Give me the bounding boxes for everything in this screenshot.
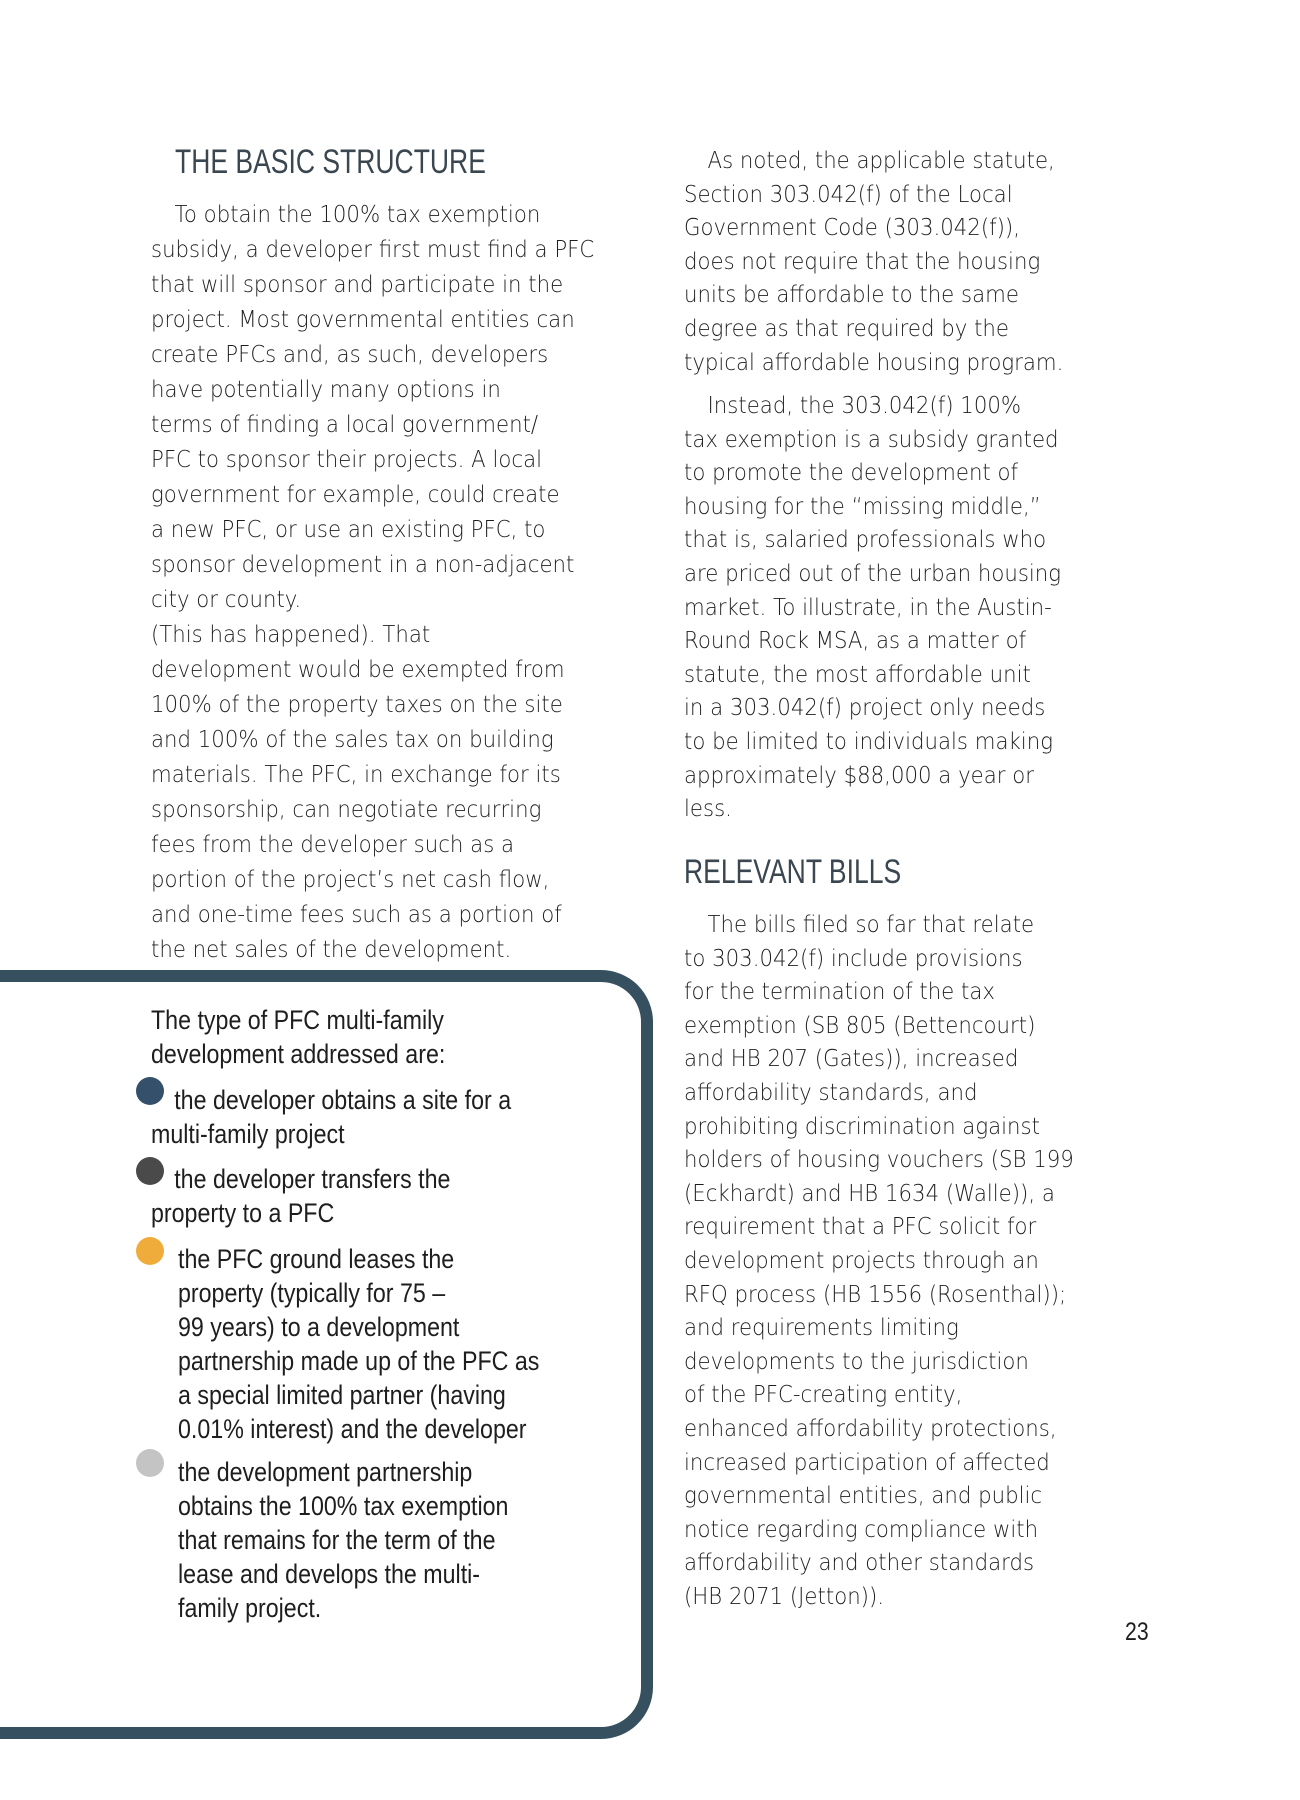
text-line: development would be exempted from xyxy=(151,655,565,683)
text-line: holders of housing vouchers (SB 199 xyxy=(684,1145,1074,1174)
text-line: the developer transfers the xyxy=(174,1164,451,1194)
text-line: notice regarding compliance with xyxy=(684,1514,1039,1543)
text-line: typical affordable housing program. xyxy=(684,347,1064,376)
callout-bullet-item xyxy=(151,1083,570,1151)
text-line: prohibiting discrimination against xyxy=(684,1111,1040,1140)
text-line: does not require that the housing xyxy=(684,246,1041,275)
text-line: 99 years) to a development xyxy=(178,1312,460,1342)
text-line: tax exemption is a subsidy granted xyxy=(684,424,1059,453)
text-line: terms of finding a local government/ xyxy=(151,410,539,438)
text-line: sponsor development in a non-adjacent xyxy=(151,550,575,578)
text-line: the development partnership xyxy=(178,1457,473,1487)
text-line: that will sponsor and participate in the xyxy=(151,270,564,298)
text-line: requirement that a PFC solicit for xyxy=(684,1212,1037,1241)
text-line: 100% of the property taxes on the site xyxy=(151,690,563,718)
text-line: affordability standards, and xyxy=(684,1077,978,1106)
basic-structure-paragraph xyxy=(151,197,641,967)
text-line: 0.01% interest) and the developer xyxy=(178,1414,527,1444)
text-line: portion of the project’s net cash flow, xyxy=(151,865,550,893)
text-line: a new PFC, or use an existing PFC, to xyxy=(151,515,546,543)
text-line: a special limited partner (having xyxy=(178,1380,506,1410)
text-line: government for example, could create xyxy=(151,480,560,508)
text-line: (HB 2071 (Jetton)). xyxy=(684,1581,885,1610)
section-heading-relevant-bills: RELEVANT BILLS xyxy=(684,853,902,891)
text-line: and 100% of the sales tax on building xyxy=(151,725,554,753)
text-line: project. Most governmental entities can xyxy=(151,305,575,333)
text-line: Instead, the 303.042(f) 100% xyxy=(707,391,1022,419)
text-line: Government Code (303.042(f)), xyxy=(684,213,1020,242)
text-line: developments to the jurisdiction xyxy=(684,1346,1029,1375)
text-line: and requirements limiting xyxy=(684,1313,959,1342)
bullet-dot-light-gray-icon xyxy=(136,1449,164,1477)
text-line: PFC to sponsor their projects. A local xyxy=(151,445,543,473)
text-line: RFQ process (HB 1556 (Rosenthal)); xyxy=(684,1279,1067,1308)
text-line: Section 303.042(f) of the Local xyxy=(684,179,1013,208)
text-line: create PFCs and, as such, developers xyxy=(151,340,549,368)
text-line: have potentially many options in xyxy=(151,375,501,403)
text-line: Round Rock MSA, as a matter of xyxy=(684,626,1027,655)
text-line: to 303.042(f) include provisions xyxy=(684,943,1023,972)
callout-bullet-item xyxy=(151,1162,499,1230)
text-line: sponsorship, can negotiate recurring xyxy=(151,795,542,823)
text-line: that is, salaried professionals who xyxy=(684,525,1047,554)
bullet-dot-orange-icon xyxy=(136,1237,164,1265)
text-line: multi-family project xyxy=(151,1119,345,1149)
text-line: approximately $88,000 a year or xyxy=(684,760,1035,789)
text-line: development projects through an xyxy=(684,1245,1039,1274)
text-line: degree as that required by the xyxy=(684,313,1009,342)
text-line: lease and develops the multi- xyxy=(178,1559,481,1589)
text-line: increased participation of affected xyxy=(684,1447,1050,1476)
text-line: property (typically for 75 – xyxy=(178,1278,446,1308)
text-line: are priced out of the urban housing xyxy=(684,558,1062,587)
callout-bullet-item xyxy=(178,1242,598,1446)
text-line: property to a PFC xyxy=(151,1198,335,1228)
text-line: less. xyxy=(684,794,732,823)
text-line: fees from the developer such as a xyxy=(151,830,515,858)
text-line: (Eckhardt) and HB 1634 (Walle)), a xyxy=(684,1178,1055,1207)
text-line: As noted, the applicable statute, xyxy=(707,146,1055,174)
text-line: The bills filed so far that relate xyxy=(707,910,1035,938)
text-line: that remains for the term of the xyxy=(178,1525,496,1555)
text-line: exemption (SB 805 (Bettencourt) xyxy=(684,1010,1036,1039)
text-line: development addressed are: xyxy=(151,1039,446,1069)
text-line: market. To illustrate, in the Austin- xyxy=(684,592,1052,621)
text-line: for the termination of the tax xyxy=(684,977,995,1006)
text-line: The type of PFC multi-family xyxy=(151,1005,444,1035)
page-number: 23 xyxy=(1125,1618,1149,1646)
text-line: subsidy, a developer first must find a PFC xyxy=(151,235,595,263)
text-line: units be affordable to the same xyxy=(684,280,1019,309)
text-line: in a 303.042(f) project only needs xyxy=(684,693,1046,722)
text-line: materials. The PFC, in exchange for its xyxy=(151,760,561,788)
text-line: partnership made up of the PFC as xyxy=(178,1346,540,1376)
text-line: the net sales of the development. xyxy=(151,935,512,963)
text-line: of the PFC-creating entity, xyxy=(684,1380,963,1409)
relevant-bills-paragraph xyxy=(684,908,1115,1613)
text-line: obtains the 100% tax exemption xyxy=(178,1491,509,1521)
text-line: city or county. xyxy=(151,585,302,613)
statute-paragraph xyxy=(684,144,1103,379)
section-heading-basic-structure: THE BASIC STRUCTURE xyxy=(175,143,486,181)
text-line: enhanced affordability protections, xyxy=(684,1413,1057,1442)
text-line: and one-time fees such as a portion of xyxy=(151,900,562,928)
text-line: (This has happened). That xyxy=(151,620,431,648)
text-line: housing for the “missing middle,” xyxy=(684,491,1041,520)
text-line: to be limited to individuals making xyxy=(684,726,1053,755)
text-line: governmental entities, and public xyxy=(684,1481,1043,1510)
text-line: the PFC ground leases the xyxy=(178,1244,455,1274)
text-line: family project. xyxy=(178,1593,322,1623)
text-line: the developer obtains a site for a xyxy=(174,1085,512,1115)
callout-intro xyxy=(151,1003,493,1071)
text-line: affordability and other standards xyxy=(684,1548,1035,1577)
text-line: and HB 207 (Gates)), increased xyxy=(684,1044,1019,1073)
missing-middle-paragraph xyxy=(684,389,1101,826)
text-line: to promote the development of xyxy=(684,458,1019,487)
text-line: statute, the most affordable unit xyxy=(684,659,1031,688)
callout-bullet-item xyxy=(178,1455,562,1625)
text-line: To obtain the 100% tax exemption xyxy=(174,200,541,228)
